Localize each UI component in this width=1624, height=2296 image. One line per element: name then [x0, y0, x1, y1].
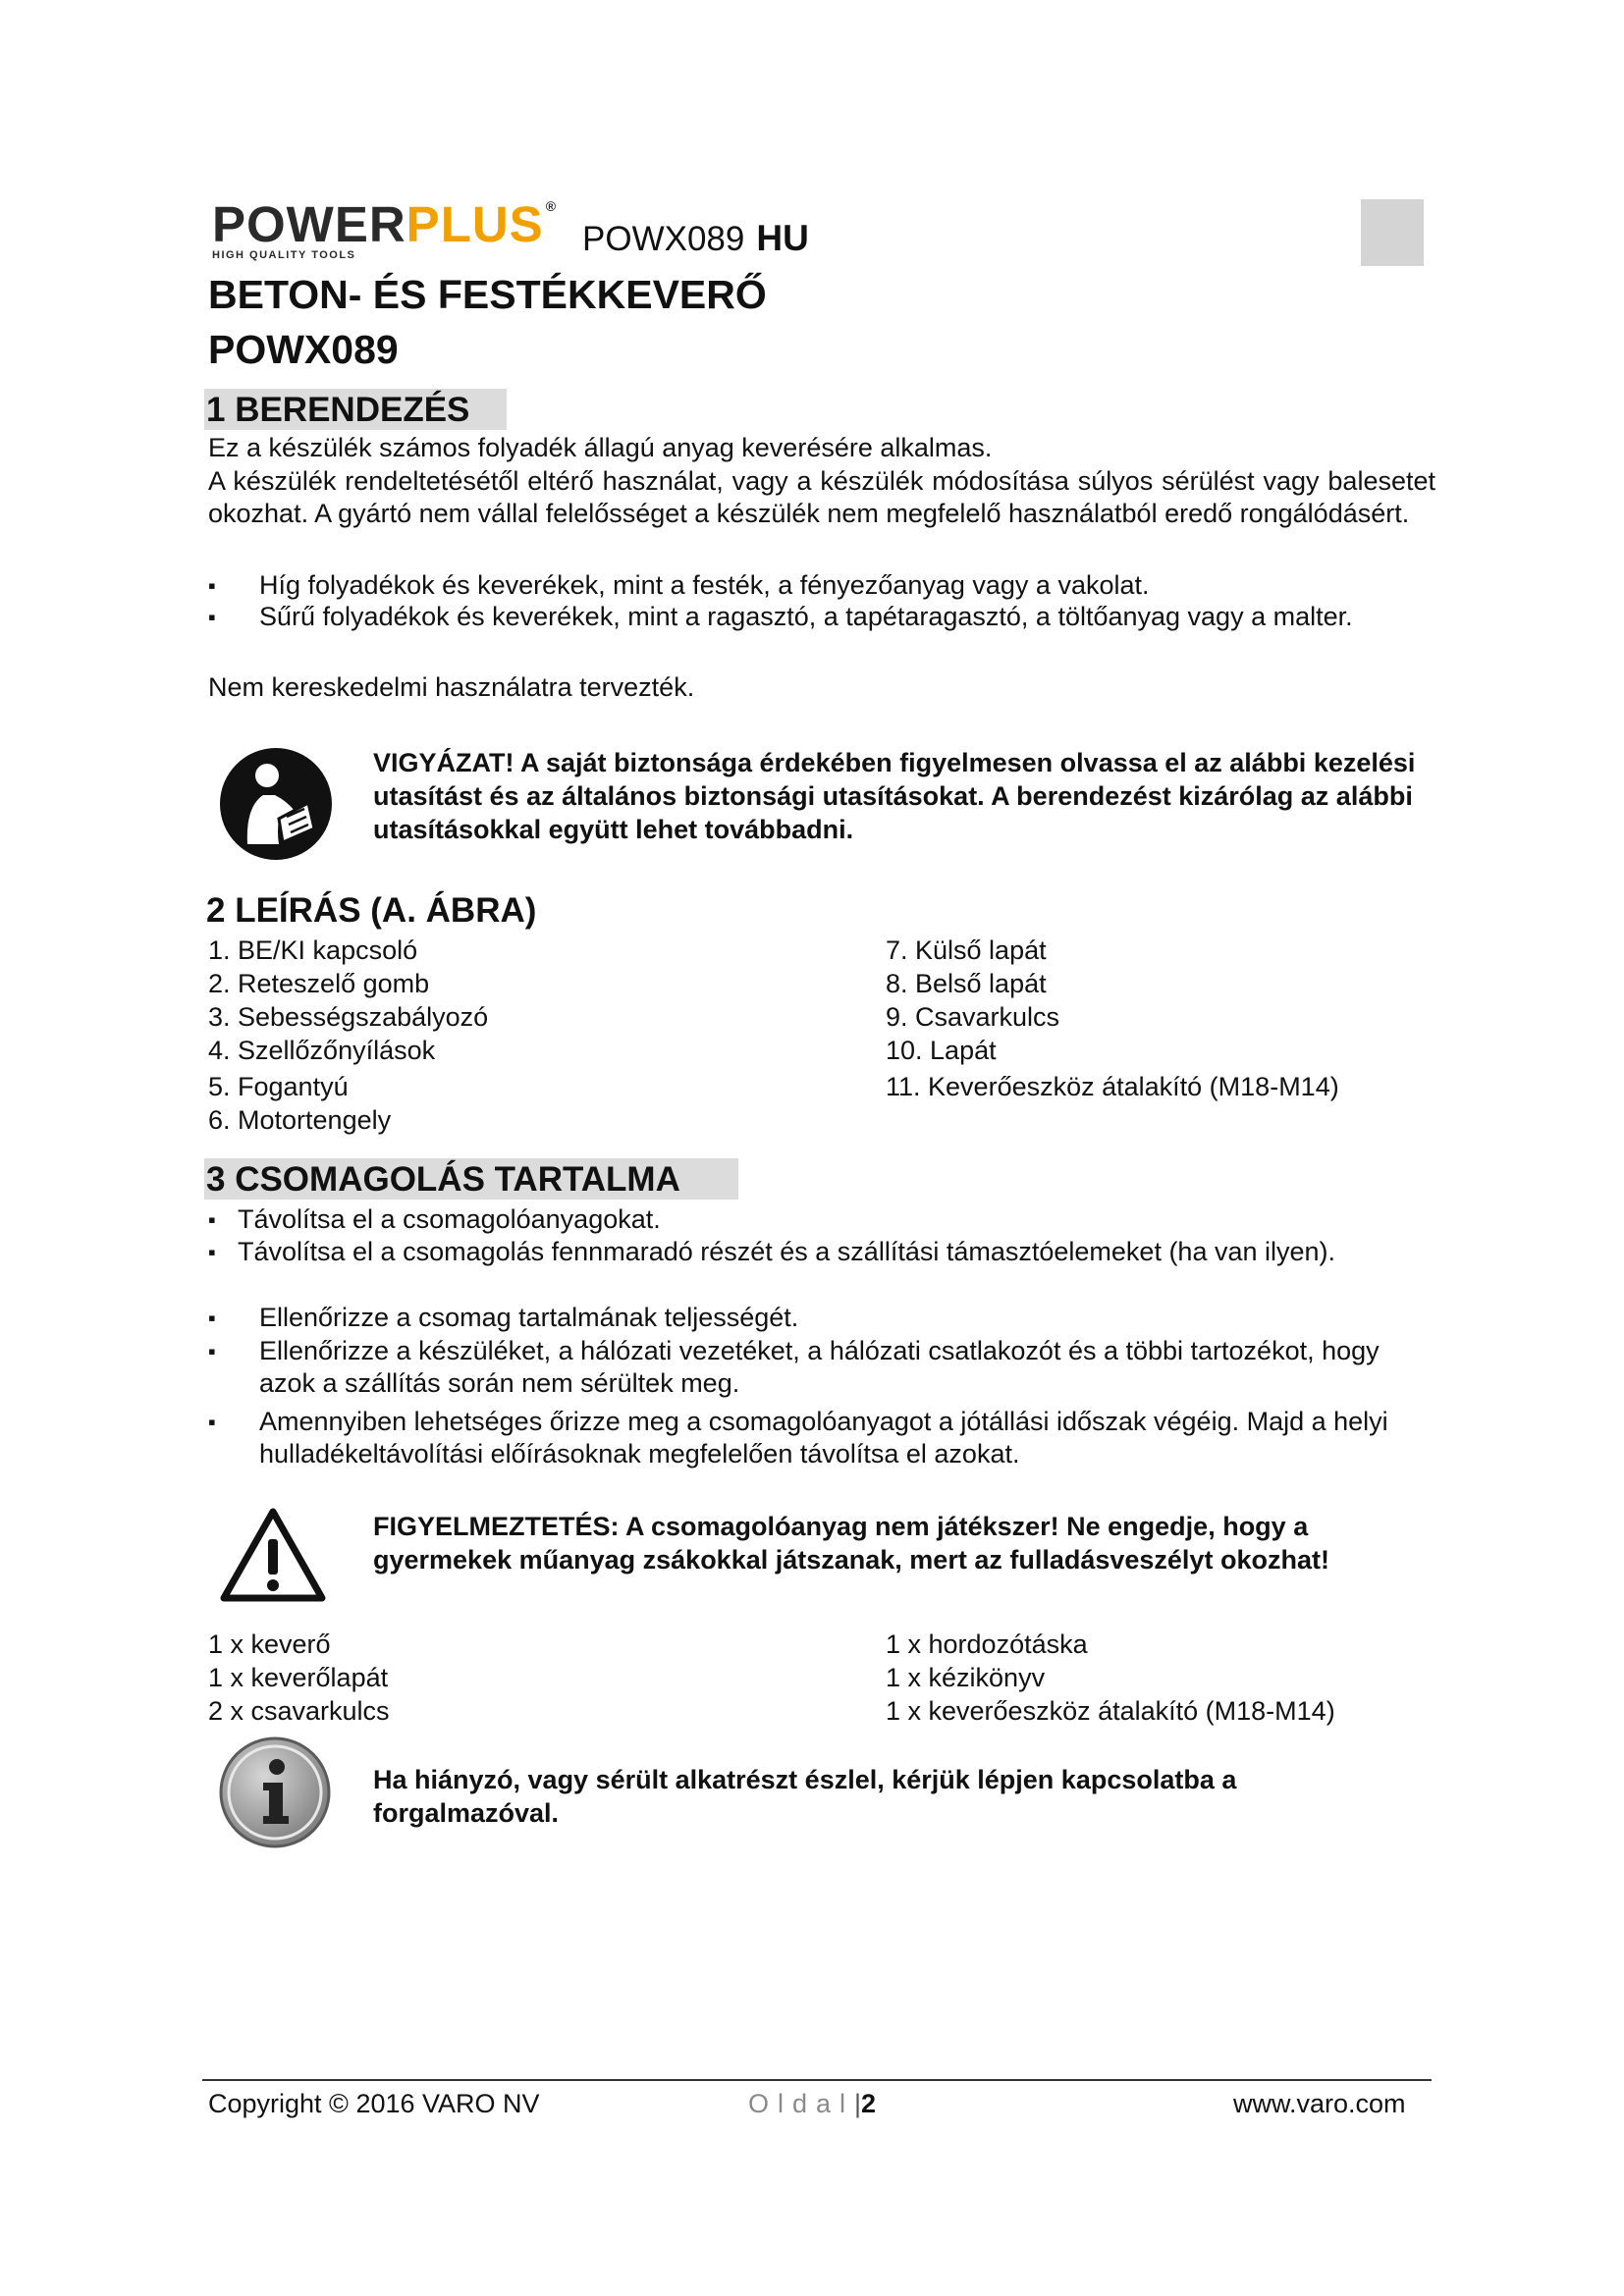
logo-word-power: POWER: [212, 196, 406, 252]
footer-page-label: Oldal: [748, 2089, 855, 2118]
list-item: [208, 601, 1435, 667]
bullet-marker: ▪: [208, 1339, 216, 1363]
warning-triangle-icon: [218, 1506, 328, 1604]
bullet-text: Sűrű folyadékok és keverékek, mint a ragasztó, a tapétaragasztó, a töltőanyag vagy a malter.: [259, 602, 1353, 631]
list-item: 11. Keverőeszköz átalakító (M18-M14): [886, 1072, 1339, 1101]
list-item: 5. Fogantyú: [208, 1072, 349, 1101]
list-item: 1 x kézikönyv: [886, 1663, 1046, 1692]
document-title: [208, 267, 767, 377]
footer-website: www.varo.com: [1233, 2089, 1406, 2118]
list-item: 2 x csavarkulcs: [208, 1696, 390, 1726]
bullet-text: Ellenőrizze a készüléket, a hálózati vezetéket, a hálózati csatlakozót és a többi tartozékot, hogy azok a szállítás során nem sérültek meg.: [259, 1336, 1380, 1398]
list-item: 1 x hordozótáska: [886, 1629, 1088, 1659]
list-item: 1 x keverőeszköz átalakító (M18-M14): [886, 1696, 1335, 1726]
section1-paragraph-3: Nem kereskedelmi használatra tervezték.: [208, 672, 695, 702]
list-item: 7. Külső lapát: [886, 935, 1047, 965]
bullet-marker: ▪: [208, 1240, 216, 1264]
list-item: 10. Lapát: [886, 1036, 997, 1065]
document-title-line1: BETON- ÉS FESTÉKKEVERŐ: [208, 272, 767, 317]
logo-word-plus: PLUS: [406, 196, 544, 252]
list-item: [208, 1302, 1435, 1335]
bullet-marker: ▪: [208, 1306, 216, 1330]
bullet-marker: ▪: [208, 605, 216, 629]
footer-page-separator: |: [854, 2089, 862, 2118]
section-heading-3: 3 CSOMAGOLÁS TARTALMA: [204, 1158, 738, 1200]
header-model-code: POWX089: [582, 220, 745, 258]
section3-warning-text: FIGYELMEZTETÉS: A csomagolóanyag nem játékszer! Ne engedje, hogy a gyermekek műanyag zsákokkal játszanak, mert az fulladásveszélyt okozhat!: [373, 1512, 1329, 1575]
read-manual-icon: [218, 746, 334, 862]
list-item: [208, 1335, 1435, 1402]
section-heading-1: 1 BERENDEZÉS: [204, 389, 507, 430]
header-language-code: HU: [756, 218, 809, 258]
logo-registered-mark: ®: [545, 198, 558, 214]
bullet-text: Híg folyadékok és keverékek, mint a festék, a fényezőanyag vagy a vakolat.: [259, 570, 1150, 600]
list-item: 4. Szellőzőnyílások: [208, 1036, 436, 1065]
info-icon: [218, 1735, 332, 1849]
info-text: Ha hiányzó, vagy sérült alkatrészt észlel, kérjük lépjen kapcsolatba a forgalmazóval.: [373, 1765, 1237, 1828]
bullet-text: Távolítsa el a csomagolóanyagokat.: [238, 1204, 661, 1234]
list-item: 9. Csavarkulcs: [886, 1002, 1060, 1032]
list-item: 2. Reteszelő gomb: [208, 969, 430, 998]
document-title-line2: POWX089: [208, 327, 399, 372]
list-item: 1 x keverő: [208, 1629, 331, 1659]
footer-page-number: 2: [861, 2089, 877, 2118]
bullet-text: Távolítsa el a csomagolás fennmaradó részét és a szállítási támasztóelemeket (ha van ilyen).: [238, 1237, 1336, 1266]
list-item: 6. Motortengely: [208, 1105, 392, 1135]
bullet-text: Ellenőrizze a csomag tartalmának teljességét.: [259, 1303, 799, 1332]
bullet-marker: ▪: [208, 1410, 216, 1434]
section1-paragraph-2: A készülék rendeltetésétől eltérő használat, vagy a készülék módosítása súlyos sérülést vagy balesetet okozhat. A gyártó nem vállal felelősséget a készülék nem megfelelő használatból eredő rongálódásért.: [208, 466, 1435, 528]
list-item: [208, 1406, 1435, 1472]
section1-paragraph-1: Ez a készülék számos folyadék állagú anyag keverésére alkalmas.: [208, 433, 993, 462]
list-item: 1. BE/KI kapcsoló: [208, 935, 418, 965]
logo-tagline: HIGH QUALITY TOOLS: [212, 249, 356, 261]
footer-divider: [202, 2079, 1432, 2081]
powerplus-logo: [212, 196, 566, 261]
bullet-text: Amennyiben lehetséges őrizze meg a csomagolóanyagot a jótállási időszak végéig. Majd a helyi hulladékeltávolítási előírásoknak megfelelően távolítsa el azokat.: [259, 1407, 1388, 1468]
bullet-marker: ▪: [208, 573, 216, 598]
list-item: 1 x keverőlapát: [208, 1663, 389, 1692]
list-item: 3. Sebességszabályozó: [208, 1002, 489, 1032]
footer-copyright: Copyright © 2016 VARO NV: [208, 2089, 540, 2118]
list-item: [208, 1236, 1435, 1303]
footer-page-indicator: [748, 2087, 876, 2120]
section-heading-2: 2 LEÍRÁS (A. ÁBRA): [206, 891, 537, 930]
bullet-marker: ▪: [208, 1207, 216, 1232]
language-tab-marker: [1361, 199, 1424, 266]
section1-warning-text: VIGYÁZAT! A saját biztonsága érdekében figyelmesen olvassa el az alábbi kezelési utasítást és az általános biztonsági utasításokat. A berendezést kizárólag az alábbi utasításokkal együtt lehet továbbadni.: [373, 748, 1416, 844]
list-item: [208, 1203, 1435, 1237]
header-model: [582, 220, 809, 256]
list-item: 8. Belső lapát: [886, 969, 1047, 998]
list-item: [208, 569, 1435, 603]
